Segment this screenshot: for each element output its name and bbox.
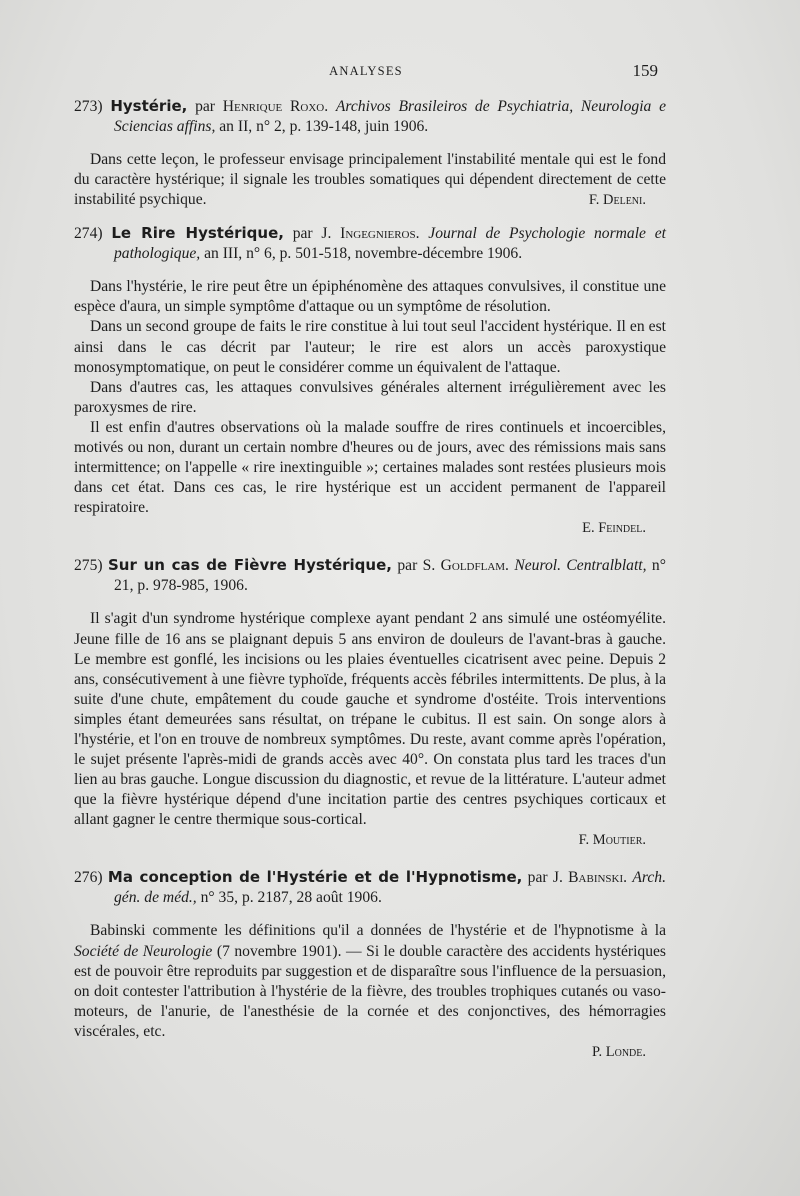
entry-number: 276) — [74, 869, 103, 887]
running-head: ANALYSES — [329, 64, 403, 78]
entry-source-details: an II, n° 2, p. 139-148, juin 1906. — [219, 118, 429, 135]
entry-source: Archivos Brasileiros de Psychiatria, Neurologia e Sciencias affins, — [114, 98, 666, 135]
entry-heading: Hystérie, — [110, 97, 188, 115]
paragraph: Il s'agit d'un syndrome hystérique complexe ayant pendant 2 ans simulé une ostéomyélite. Jeune fille de 16 ans se plaignant depuis 5 ans environ de douleurs de l'avant-bras à gauche. Le membre est gonflé, les incisions ou les plaies éventuelles cicatrisent avec peine. Depuis 2 ans, consécutivement à une fièvre typhoïde, fréquents accès fébriles intermittents. De plus, à la suite d'une chute, empâtement du coude gauche et syndrome d'ostéite. Trois interventions simples étant demeurées sans résultat, on trépane le cubitus. Il est sain. On songe alors à l'hystérie, et l'on en trouve de nombreux symptômes. Du reste, avant comme après l'opération, le sujet présente l'après-midi de grands accès avec 40°. On constata plus tard les traces d'un lien au bras gauche. Longue discussion du diagnostic, et revue de la littérature. L'auteur admet que la fièvre hystérique dépend d'une incitation partie des centres psychiques corticaux et allant gagner le centre thermique sous-cortical. — [74, 610, 666, 829]
paragraph: Il est enfin d'autres observations où la malade souffre de rires continuels et incoercibles, motivés ou non, durant un certain nombre d'heures ou de jours, avec des rémissions mais sans intermittence; on l'appelle « rire inextinguible »; certaines malades sont restées plusieurs mois dans cet état. Dans ces cas, le rire hystérique est un accident permanent de l'appareil respiratoire. — [74, 418, 666, 517]
entry-heading: Ma conception de l'Hystérie et de l'Hypnotisme, — [107, 868, 523, 887]
entry-title — [74, 96, 666, 137]
signature: F. Moutier. — [578, 832, 646, 849]
entry-title — [74, 223, 666, 264]
entry-author: J. Babinski. — [552, 869, 628, 887]
society-name: Société de Neurologie — [74, 942, 213, 960]
entry-number: 274) — [74, 225, 103, 243]
page-number: 159 — [632, 61, 658, 80]
entry-273 — [74, 96, 666, 210]
entry-source: Arch. gén. de méd., — [114, 869, 666, 907]
by-word: par — [195, 98, 215, 115]
entry-source: Neurol. Centralblatt, — [514, 557, 647, 575]
entry-heading: Sur un cas de Fièvre Hystérique, — [107, 556, 392, 575]
paragraph-text: Dans cette leçon, le professeur envisage principalement l'instabilité mentale qui est le fond du caractère hystérique; il signale les troubles somatiques qui dépendent directement de cette instabilité psychique. — [74, 151, 666, 209]
paragraph: Dans un second groupe de faits le rire constitue à lui tout seul l'accident hystérique. Il en est ainsi dans le cas décrit par l'auteur; le rire est alors un accès paroxystique monosymptomatique, on peut le considérer comme un équivalent de l'attaque. — [74, 318, 666, 376]
page-header — [74, 61, 658, 88]
entry-source-details: n° 21, p. 978-985, 1906. — [114, 557, 666, 595]
entry-source: Journal de Psychologie normale et pathologique, — [114, 225, 666, 263]
entry-title — [74, 867, 666, 908]
by-word: par — [527, 869, 548, 887]
paragraph: Dans d'autres cas, les attaques convulsives générales alternent irrégulièrement avec les paroxysmes de rire. — [74, 378, 666, 416]
entry-275 — [74, 555, 666, 850]
entry-number: 275) — [74, 557, 103, 575]
entry-276 — [74, 867, 666, 1062]
entry-source-details: n° 35, p. 2187, 28 août 1906. — [200, 889, 382, 907]
entry-274 — [74, 223, 666, 538]
paragraph — [74, 150, 666, 210]
entry-author: J. Ingegnieros. — [321, 225, 420, 243]
signature: F. Deleni. — [588, 192, 646, 209]
text-column — [74, 96, 666, 1062]
entry-number: 273) — [74, 98, 103, 115]
by-word: par — [397, 557, 418, 575]
paragraph — [74, 921, 666, 1042]
entry-author: Henrique Roxo. — [222, 98, 329, 115]
entry-author: S. Goldflam. — [422, 557, 509, 575]
signature: E. Feindel. — [582, 520, 646, 537]
entry-title — [74, 555, 666, 596]
paragraph-text: Babinski commente les définitions qu'il a données de l'hystérie et de l'hypnotisme à la — [90, 922, 666, 940]
signature: P. Londe. — [592, 1044, 646, 1060]
entry-heading: Le Rire Hystérique, — [111, 224, 284, 243]
paragraph-text: (7 novembre 1901). — Si le double caractère des accidents hystériques est de pouvoir être reproduits par suggestion et de disparaître sous l'influence de la persuasion, on doit contester l'attribution à l'hystérie de la fièvre, des troubles trophiques cutanés ou vaso-moteurs, de l'anurie, de l'anesthésie de la cornée et des conjonctives, des hémorragies viscérales, etc. — [74, 942, 666, 1040]
by-word: par — [292, 225, 313, 243]
entry-source-details: an III, n° 6, p. 501-518, novembre-décembre 1906. — [204, 245, 523, 263]
paragraph: Dans l'hystérie, le rire peut être un épiphénomène des attaques convulsives, il constitue une espèce d'aura, un simple symptôme d'attaque ou un symptôme de résolution. — [74, 278, 666, 316]
